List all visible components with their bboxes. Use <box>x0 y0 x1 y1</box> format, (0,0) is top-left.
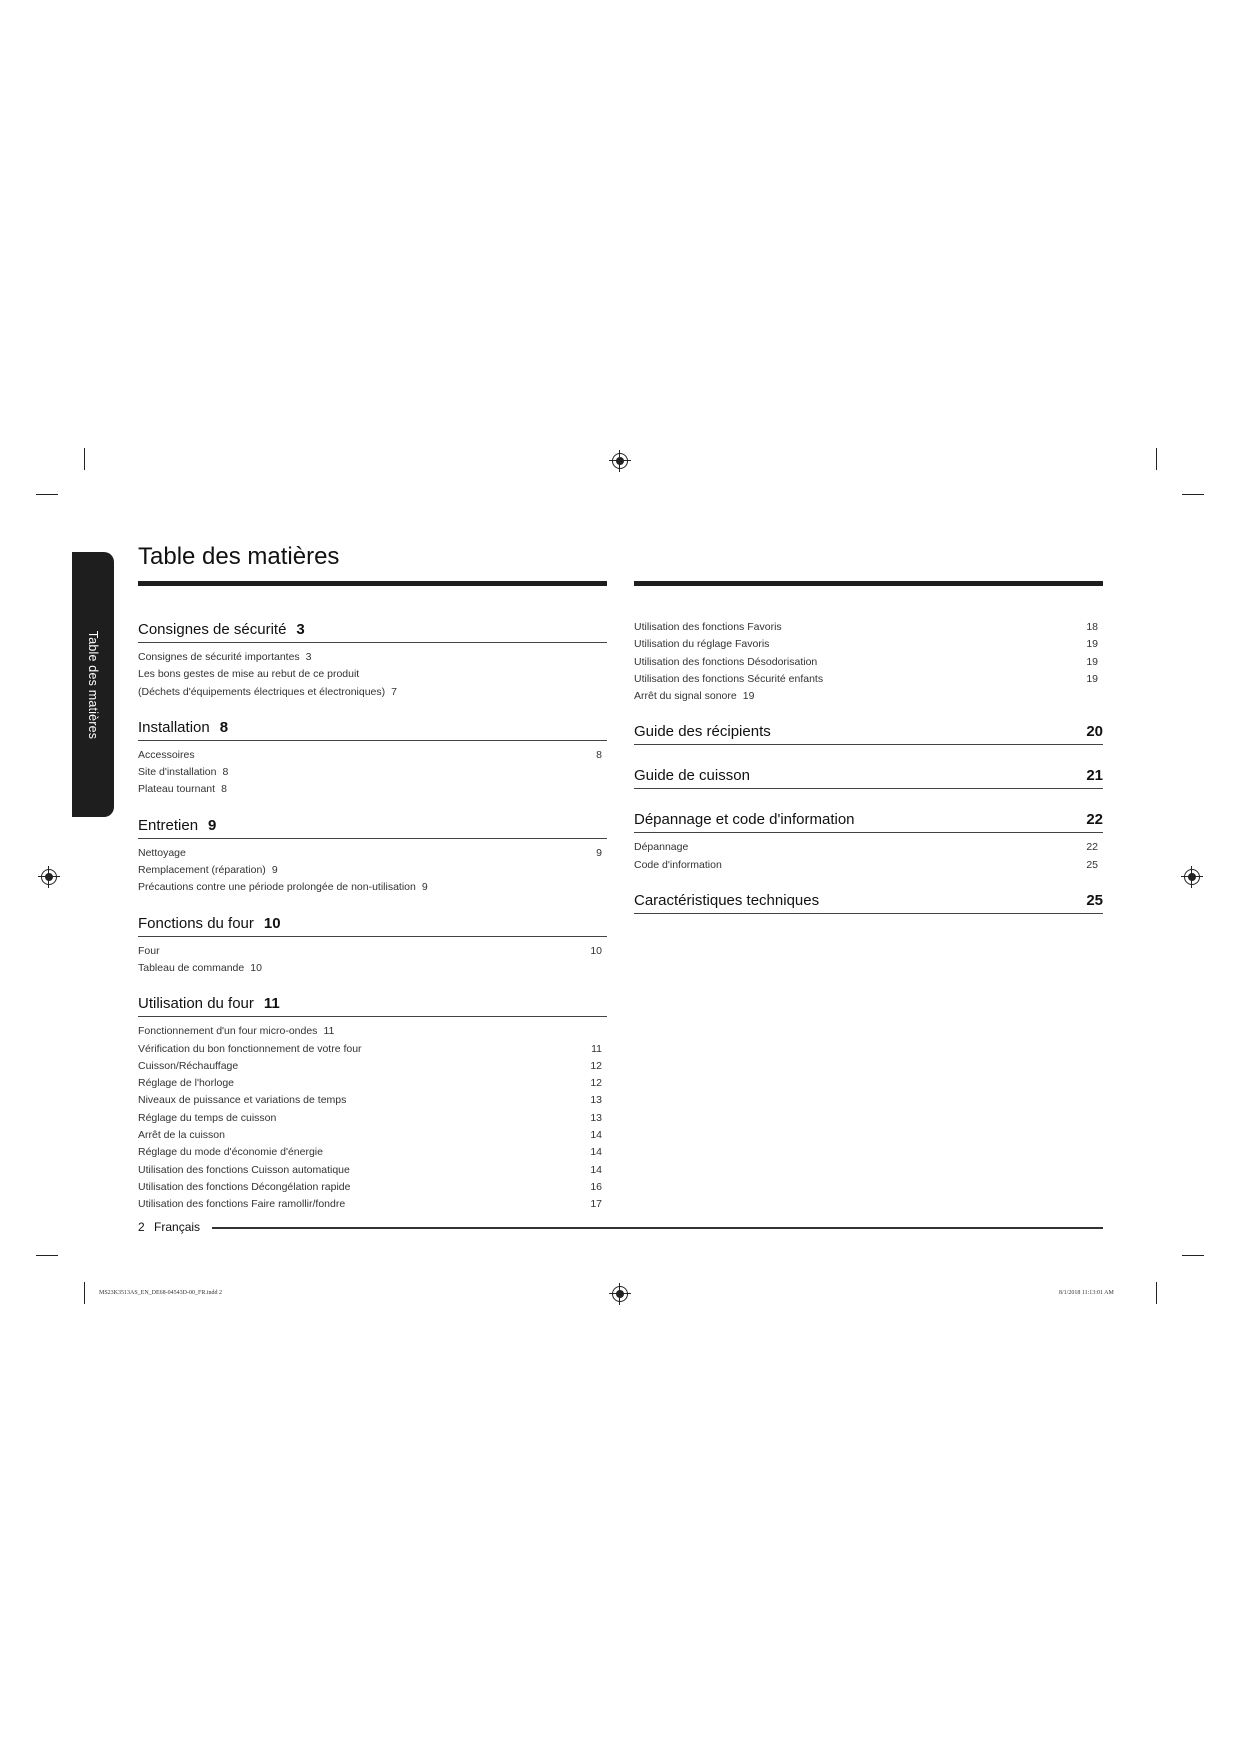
toc-section-heading[interactable] <box>138 719 607 741</box>
toc-entry[interactable] <box>634 688 1103 705</box>
toc-entry-page: 8 <box>222 766 229 779</box>
toc-entry-label <box>138 666 365 683</box>
toc-entry-page: 11 <box>591 1042 602 1055</box>
side-tab-label: Table des matières <box>86 630 100 739</box>
toc-entry-text: Utilisation des fonctions Décongélation rapide <box>138 1180 351 1193</box>
crop-mark <box>1156 1282 1157 1304</box>
toc-entry[interactable] <box>138 960 607 977</box>
toc-entry-label <box>138 879 428 896</box>
toc-section-page: 11 <box>263 995 280 1013</box>
toc-section-title: Caractéristiques techniques <box>634 892 820 910</box>
toc-section <box>138 995 607 1213</box>
toc-entry-label <box>138 960 262 977</box>
page-title: Table des matières <box>138 543 340 570</box>
toc-entry-text: Utilisation des fonctions Cuisson automatique <box>138 1163 350 1176</box>
toc-entry-text: (Déchets d'équipements électriques et électroniques) <box>138 685 386 698</box>
page-number: 2 <box>138 1220 145 1234</box>
toc-entry-page: 9 <box>596 846 602 859</box>
toc-entry-label <box>634 654 817 671</box>
toc-entry-label <box>138 1023 334 1040</box>
toc-entry-text: Arrêt du signal sonore <box>634 690 737 703</box>
toc-left-column <box>138 621 607 1232</box>
toc-entry-page: 13 <box>590 1094 602 1107</box>
toc-entry-text: Arrêt de la cuisson <box>138 1129 225 1142</box>
toc-section <box>634 892 1103 914</box>
toc-entry-page: 13 <box>590 1111 602 1124</box>
toc-entry[interactable] <box>138 1127 607 1144</box>
title-rule-right <box>634 581 1103 586</box>
toc-entry-text: Dépannage <box>634 841 689 854</box>
toc-entry-page: 19 <box>1086 672 1098 685</box>
toc-entry-page: 18 <box>1086 621 1098 633</box>
toc-entry-page: 7 <box>391 685 397 698</box>
toc-entry-page: 19 <box>1086 655 1098 668</box>
toc-entry-text: Four <box>138 944 160 957</box>
toc-section-title: Dépannage et code d'information <box>634 811 855 829</box>
toc-entry[interactable] <box>138 1110 607 1127</box>
toc-entry-page: 8 <box>221 783 227 796</box>
toc-entry[interactable] <box>138 666 607 683</box>
toc-entry-label <box>634 839 688 856</box>
toc-entry-page: 14 <box>590 1129 602 1142</box>
toc-entry-page: 11 <box>323 1025 335 1038</box>
toc-section-page: 25 <box>1086 892 1103 910</box>
toc-entry-page: 10 <box>250 961 262 974</box>
toc-section <box>138 915 607 978</box>
toc-entry-text: Plateau tournant <box>138 783 216 796</box>
crop-mark <box>1182 1255 1204 1256</box>
toc-entry-text: Utilisation des fonctions Sécurité enfants <box>634 672 824 685</box>
toc-section-title: Entretien <box>138 816 199 834</box>
toc-entry-text: Utilisation des fonctions Faire ramollir/fondre <box>138 1198 346 1211</box>
toc-entry-label <box>634 619 782 636</box>
toc-entry-page: 19 <box>1086 638 1098 651</box>
toc-entry[interactable] <box>634 654 1103 671</box>
toc-entry[interactable] <box>138 1196 607 1213</box>
toc-entry-label <box>138 747 195 764</box>
crop-mark <box>84 448 85 470</box>
registration-mark-icon <box>41 869 57 885</box>
toc-section <box>634 811 1103 874</box>
toc-entry[interactable] <box>138 1041 607 1058</box>
toc-entry-text: Utilisation des fonctions Désodorisation <box>634 655 818 668</box>
crop-mark <box>36 1255 58 1256</box>
toc-entry-label <box>138 1075 234 1092</box>
toc-entry-label <box>138 1144 323 1161</box>
toc-entry[interactable] <box>634 636 1103 653</box>
crop-mark <box>84 1282 85 1304</box>
toc-entry-label <box>138 1092 346 1109</box>
toc-section <box>634 723 1103 745</box>
page-footer <box>138 1220 200 1234</box>
toc-entry[interactable] <box>138 1075 607 1092</box>
toc-entry-page: 12 <box>590 1077 602 1090</box>
toc-entry-label <box>138 1058 238 1075</box>
toc-entry-page: 3 <box>305 651 312 663</box>
crop-mark <box>36 494 58 495</box>
toc-section-page: 3 <box>296 621 305 638</box>
toc-entry-text: Accessoires <box>138 748 195 761</box>
toc-entry-text: Tableau de commande <box>138 961 245 974</box>
print-slug-left: MS23K3513AS_EN_DE68-04543D-00_FR.indd 2 <box>99 1290 223 1296</box>
toc-entry[interactable] <box>138 747 607 764</box>
toc-entry[interactable] <box>138 1144 607 1161</box>
toc-entry-text: Code d'information <box>634 858 722 871</box>
toc-entry[interactable] <box>138 684 607 701</box>
toc-entry[interactable] <box>138 649 607 666</box>
crop-mark <box>1156 448 1157 470</box>
toc-entry-page: 22 <box>1086 841 1098 854</box>
toc-section-heading[interactable] <box>138 995 607 1017</box>
toc-entry-text: Utilisation du réglage Favoris <box>634 638 770 651</box>
toc-entry-page: 16 <box>590 1180 602 1193</box>
toc-section-title: Installation <box>138 718 210 736</box>
toc-section-page: 9 <box>208 816 217 834</box>
toc-entry-label <box>138 1196 345 1213</box>
toc-entry[interactable] <box>138 943 607 960</box>
toc-section-page: 20 <box>1086 723 1103 741</box>
toc-section-title: Guide des récipients <box>634 723 771 741</box>
registration-mark-icon <box>612 453 628 469</box>
toc-entry-label <box>138 1162 350 1179</box>
registration-mark-icon <box>612 1286 628 1302</box>
toc-continuation <box>634 619 1103 705</box>
toc-section-heading[interactable] <box>634 723 1103 745</box>
side-tab <box>72 552 114 817</box>
toc-entry-text: Fonctionnement d'un four micro-ondes <box>138 1025 318 1038</box>
toc-section-heading[interactable] <box>634 811 1103 833</box>
toc-entry-label <box>138 862 278 879</box>
toc-section-page: 10 <box>263 914 281 932</box>
toc-entry[interactable] <box>634 857 1103 874</box>
toc-entry-label <box>634 688 754 705</box>
toc-section-title: Consignes de sécurité <box>138 621 287 638</box>
toc-entry-text: Réglage du mode d'économie d'énergie <box>138 1146 323 1159</box>
toc-entry-text: Consignes de sécurité importantes <box>138 651 300 663</box>
toc-right-column <box>634 619 1103 936</box>
toc-section-page: 22 <box>1086 811 1103 829</box>
toc-entry[interactable] <box>138 764 607 781</box>
toc-entry[interactable] <box>138 1092 607 1109</box>
toc-entry-label <box>138 764 228 781</box>
toc-entry-page: 14 <box>590 1146 602 1159</box>
toc-entry-page: 25 <box>1086 858 1098 871</box>
toc-section-page: 21 <box>1086 767 1103 785</box>
toc-entry[interactable] <box>634 839 1103 856</box>
toc-entry[interactable] <box>138 1058 607 1075</box>
toc-entry-text: Nettoyage <box>138 846 186 859</box>
toc-entry-page: 12 <box>590 1059 602 1072</box>
toc-entry-text: Niveaux de puissance et variations de temps <box>138 1094 347 1107</box>
toc-entry-text: Remplacement (réparation) <box>138 864 266 877</box>
footer-language: Français <box>154 1220 201 1234</box>
toc-entry-page: 14 <box>590 1163 602 1176</box>
toc-entry[interactable] <box>138 781 607 798</box>
footer-rule <box>212 1227 1103 1229</box>
toc-entry-page: 10 <box>590 944 602 957</box>
toc-entry-label <box>634 857 722 874</box>
toc-entry-text: Cuisson/Réchauffage <box>138 1059 239 1072</box>
toc-entry-page: 19 <box>742 690 755 703</box>
toc-entry-text: Réglage de l'horloge <box>138 1077 234 1090</box>
crop-mark <box>1182 494 1204 495</box>
toc-entry-text: Les bons gestes de mise au rebut de ce produit <box>138 668 360 681</box>
toc-entry[interactable] <box>138 862 607 879</box>
toc-section-title: Utilisation du four <box>138 995 254 1013</box>
toc-entry-label <box>138 943 160 960</box>
toc-section <box>138 621 607 701</box>
toc-entry-label <box>634 636 769 653</box>
title-rule-left <box>138 581 607 586</box>
toc-entry-text: Site d'installation <box>138 766 217 779</box>
toc-section <box>634 767 1103 789</box>
toc-entry-page: 9 <box>421 881 428 894</box>
toc-section-heading[interactable] <box>634 892 1103 914</box>
toc-entry-label <box>138 684 397 701</box>
toc-entry[interactable] <box>634 671 1103 688</box>
toc-entry-label <box>138 649 312 666</box>
toc-entry[interactable] <box>138 1179 607 1196</box>
toc-entry-page: 8 <box>596 748 602 761</box>
toc-entry[interactable] <box>138 1023 607 1040</box>
toc-entry[interactable] <box>138 845 607 862</box>
toc-section-heading[interactable] <box>138 915 607 937</box>
toc-entry-label <box>634 671 823 688</box>
toc-entry-text: Réglage du temps de cuisson <box>138 1111 277 1124</box>
toc-entry-page: 17 <box>590 1198 602 1211</box>
toc-section-heading[interactable] <box>138 621 607 643</box>
toc-entry-text: Précautions contre une période prolongée de non-utilisation <box>138 881 416 894</box>
toc-section <box>138 817 607 897</box>
toc-entry-label <box>138 1041 362 1058</box>
toc-entry-label <box>138 1110 276 1127</box>
toc-section-heading[interactable] <box>138 817 607 839</box>
toc-entry-page: 9 <box>271 864 278 877</box>
toc-section-title: Guide de cuisson <box>634 767 750 785</box>
toc-section-heading[interactable] <box>634 767 1103 789</box>
toc-entry[interactable] <box>138 1162 607 1179</box>
toc-section <box>138 719 607 799</box>
print-slug-right: 8/1/2018 11:13:01 AM <box>1059 1290 1114 1296</box>
toc-entry[interactable] <box>634 619 1103 636</box>
toc-entry-text: Utilisation des fonctions Favoris <box>634 621 782 633</box>
toc-entry[interactable] <box>138 879 607 896</box>
toc-entry-text: Vérification du bon fonctionnement de votre four <box>138 1042 362 1055</box>
toc-entry-label <box>138 781 227 798</box>
toc-entry-label <box>138 845 186 862</box>
toc-entry-label <box>138 1127 225 1144</box>
toc-entry-label <box>138 1179 350 1196</box>
toc-section-page: 8 <box>219 718 229 736</box>
toc-section-title: Fonctions du four <box>138 914 254 932</box>
registration-mark-icon <box>1184 869 1200 885</box>
